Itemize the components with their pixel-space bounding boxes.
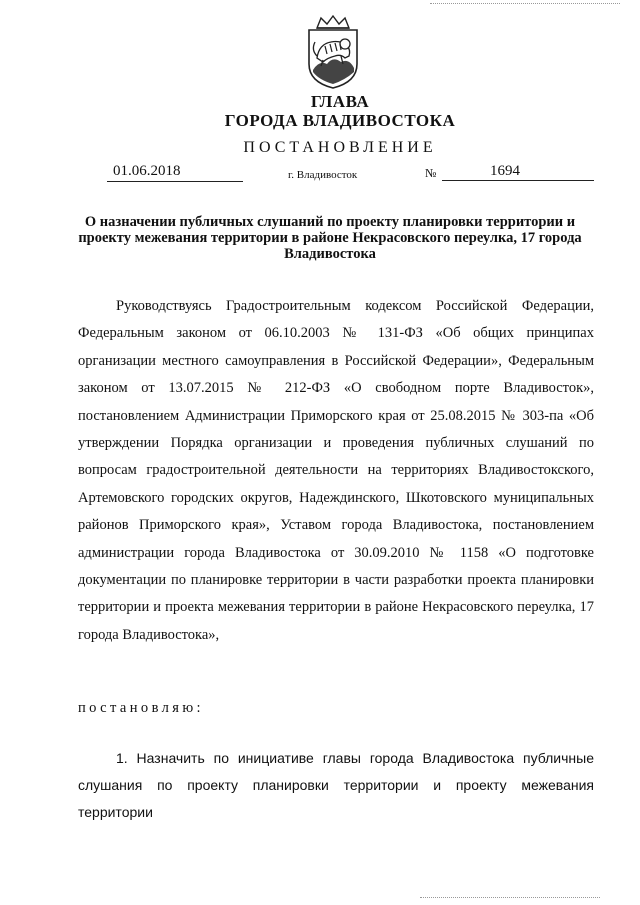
vladivostok-coat-of-arms-icon: [297, 14, 369, 90]
header-title-line1: ГЛАВА: [310, 92, 370, 111]
document-type: ПОСТАНОВЛЕНИЕ: [243, 139, 437, 156]
resolve-word: постановляю:: [78, 700, 204, 716]
document-subject: О назначении публичных слушаний по проекту планировки территории и проекту межевания территории в районе Некрасовского переулка, 17 города Владивостока: [78, 214, 582, 262]
header-title-line2: ГОРОДА ВЛАДИВОСТОКА: [224, 111, 456, 130]
scan-artifact-bottom: [420, 897, 600, 899]
document-date: 01.06.2018: [107, 163, 243, 182]
preamble-paragraph: Руководствуясь Градостроительным кодексом Российской Федерации, Федеральным законом от 06.10.2003 № 131-ФЗ «Об общих принципах организации местного самоуправления в Российской Федерации», Федеральным законом от 13.07.2015 № 212-ФЗ «О свободном порте Владивосток», постановлением Администрации Приморского края от 25.08.2015 № 303-па «Об утверждении Порядка организации и проведения публичных слушаний по вопросам градостроительной деятельности на территориях Владивостокского, Артемовского городских округов, Надеждинского, Шкотовского муниципальных районов Приморского края», Уставом города Владивостока, постановлением администрации города Владивостока от 30.09.2010 № 1158 «О подготовке документации по планировке территории в части разработки проекта планировки территории и проекта межевания территории в районе Некрасовского переулка, 17 города Владивостока»,: [78, 298, 594, 643]
decree-item-1: 1. Назначить по инициативе главы города Владивостока публичные слушания по проекту планировки территории и проекту межевания территории: [78, 750, 594, 820]
scan-artifact-top: [430, 3, 620, 5]
document-city: г. Владивосток: [288, 169, 358, 181]
document-number-label: №: [425, 166, 437, 180]
document-number: 1694: [442, 163, 594, 181]
